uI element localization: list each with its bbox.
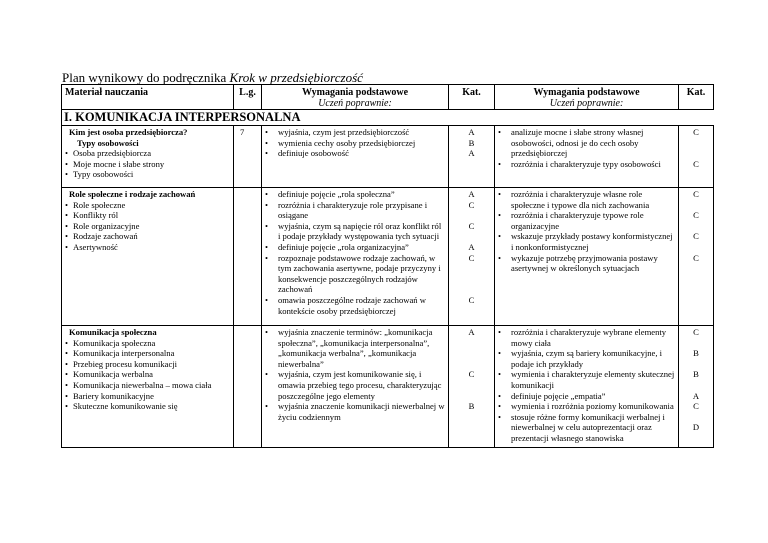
header-category: Kat. bbox=[449, 85, 495, 110]
material-cell bbox=[62, 326, 234, 448]
list-item: • rozróżnia i charakteryzuje własne role społeczne i typowe dla nich zachowania bbox=[498, 189, 675, 210]
extended-requirements-cell bbox=[495, 326, 679, 448]
category-cell-2 bbox=[679, 126, 714, 188]
category-value: C bbox=[693, 210, 699, 221]
material-cell bbox=[62, 126, 234, 188]
requirements-table bbox=[61, 84, 714, 448]
category-value: A bbox=[468, 189, 475, 199]
list-item: • definiuje pojęcie „empatia” bbox=[498, 391, 675, 402]
table-row bbox=[62, 188, 714, 326]
category-cell-2 bbox=[679, 326, 714, 448]
list-item: • wymienia i charakteryzuje elementy skutecznej komunikacji bbox=[498, 369, 675, 390]
list-item: • Role organizacyjne bbox=[65, 221, 230, 232]
list-item: • analizuje mocne i słabe strony własnej osobowości, odnosi je do cech osoby przedsiębiorczej bbox=[498, 127, 675, 159]
list-item: • rozpoznaje podstawowe rodzaje zachowań, w tym zachowania asertywne, podaje przyczyny i konsekwencje poszczególnych rodzajów zachowań bbox=[265, 253, 445, 295]
category-value: C bbox=[468, 252, 475, 263]
list-item: • Komunikacja werbalna bbox=[65, 369, 230, 380]
header-basic-sub: Uczeń poprawnie: bbox=[318, 98, 392, 109]
category-cell bbox=[449, 126, 495, 188]
list-item: • Typy osobowości bbox=[65, 169, 230, 180]
list-item: • Role społeczne bbox=[65, 200, 230, 211]
category-value: C bbox=[693, 158, 699, 169]
category-cell bbox=[449, 326, 495, 448]
list-item: • rozróżnia i charakteryzuje role przypisane i osiągane bbox=[265, 200, 445, 221]
category-value: C bbox=[693, 252, 699, 263]
list-item: • wyjaśnia znaczenie komunikacji niewerbalnej w życiu codziennym bbox=[265, 401, 445, 422]
subtopic-title: Typy osobowości bbox=[77, 137, 139, 148]
topic-title: Komunikacja społeczna bbox=[69, 327, 157, 337]
extended-requirements-cell bbox=[495, 126, 679, 188]
category-value: B bbox=[693, 369, 699, 380]
list-item: • Komunikacja społeczna bbox=[65, 338, 230, 349]
list-item: • wymienia cechy osoby przedsiębiorczej bbox=[265, 138, 445, 149]
category-value: C bbox=[693, 189, 699, 199]
list-item: • Rodzaje zachowań bbox=[65, 231, 230, 242]
category-value: C bbox=[693, 127, 699, 137]
list-item: • Asertywność bbox=[65, 242, 230, 253]
list-item: • rozróżnia i charakteryzuje typowe role organizacyjne bbox=[498, 210, 675, 231]
category-value: C bbox=[468, 220, 475, 231]
list-item: • rozróżnia i charakteryzuje wybrane elementy mowy ciała bbox=[498, 327, 675, 348]
category-value: A bbox=[468, 148, 475, 159]
category-cell-2 bbox=[679, 188, 714, 326]
list-item: • omawia poszczególne rodzaje zachowań w kontekście osoby przedsiębiorczej bbox=[265, 295, 445, 316]
material-cell bbox=[62, 188, 234, 326]
table-row bbox=[62, 326, 714, 448]
list-item: • Skuteczne komunikowanie się bbox=[65, 401, 230, 412]
topic-title: Role społeczne i rodzaje zachowań bbox=[69, 189, 196, 199]
category-cell bbox=[449, 188, 495, 326]
hours-cell: 7 bbox=[234, 126, 262, 188]
list-item: • wskazuje przykłady postawy konformistycznej i nonkonformistycznej bbox=[498, 231, 675, 252]
list-item: • wyjaśnia znaczenie terminów: „komunikacja społeczna”, „komunikacja interpersonalna”, „komunikacja werbalna”, „komunikacja niewerbalna” bbox=[265, 327, 445, 369]
extended-requirements-cell bbox=[495, 188, 679, 326]
list-item: • wymienia i rozróżnia poziomy komunikowania bbox=[498, 401, 675, 412]
category-value: C bbox=[468, 294, 475, 305]
header-material: Materiał nauczania bbox=[62, 85, 234, 110]
table-header-row bbox=[62, 85, 714, 110]
header-extended-title: Wymagania podstawowe bbox=[533, 87, 640, 98]
header-category-2: Kat. bbox=[679, 85, 714, 110]
header-hours: L.g. bbox=[234, 85, 262, 110]
category-value: C bbox=[468, 199, 475, 210]
title-prefix: Plan wynikowy do podręcznika bbox=[62, 70, 230, 85]
list-item: • wykazuje potrzebę przyjmowania postawy asertywnej w określonych sytuacjach bbox=[498, 253, 675, 274]
category-value: C bbox=[468, 369, 475, 380]
basic-requirements-cell bbox=[262, 188, 449, 326]
basic-requirements-cell bbox=[262, 326, 449, 448]
topic-title: Kim jest osoba przedsiębiorcza? bbox=[69, 127, 188, 137]
header-extended-requirements bbox=[495, 85, 679, 110]
category-value: C bbox=[693, 401, 699, 412]
category-value: B bbox=[468, 137, 475, 148]
category-value: B bbox=[693, 348, 699, 359]
list-item: • Osoba przedsiębiorcza bbox=[65, 148, 230, 159]
list-item: • Konflikty ról bbox=[65, 210, 230, 221]
title-book: Krok w przedsiębiorczość bbox=[229, 70, 363, 85]
list-item: • wyjaśnia, czym są napięcie ról oraz konflikt ról i podaje przykłady występowania tych sytuacji bbox=[265, 221, 445, 242]
list-item: • Komunikacja niewerbalna – mowa ciała bbox=[65, 380, 230, 391]
header-basic-requirements bbox=[262, 85, 449, 110]
section-rest bbox=[449, 110, 714, 126]
section-row bbox=[62, 110, 714, 126]
category-value: A bbox=[468, 327, 475, 337]
list-item: • wyjaśnia, czym jest przedsiębiorczość bbox=[265, 127, 445, 138]
list-item: • definiuje osobowość bbox=[265, 148, 445, 159]
hours-cell bbox=[234, 188, 262, 326]
category-value: B bbox=[468, 401, 475, 412]
hours-cell bbox=[234, 326, 262, 448]
list-item: • wyjaśnia, czym jest komunikowanie się, i omawia przebieg tego procesu, charakteryzując poszczególne jego elementy bbox=[265, 369, 445, 401]
category-value: C bbox=[693, 231, 699, 242]
list-item: • wyjaśnia, czym są bariery komunikacyjne, i podaje ich przykłady bbox=[498, 348, 675, 369]
list-item: • Komunikacja interpersonalna bbox=[65, 348, 230, 359]
list-item: • definiuje pojęcie „rola społeczna” bbox=[265, 189, 445, 200]
list-item: • Moje mocne i słabe strony bbox=[65, 159, 230, 170]
category-value: C bbox=[693, 327, 699, 337]
category-value: A bbox=[468, 127, 475, 137]
list-item: • definiuje pojęcie „rola organizacyjna” bbox=[265, 242, 445, 253]
header-basic-title: Wymagania podstawowe bbox=[301, 87, 409, 98]
section-title: I. KOMUNIKACJA INTERPERSONALNA bbox=[62, 110, 449, 126]
list-item: • Przebieg procesu komunikacji bbox=[65, 359, 230, 370]
category-value: D bbox=[692, 422, 700, 433]
category-value: A bbox=[468, 241, 475, 252]
category-value: A bbox=[692, 390, 700, 401]
table-row bbox=[62, 126, 714, 188]
list-item: • stosuje różne formy komunikacji werbalnej i niewerbalnej w celu autoprezentacji oraz prezentacji własnego stanowiska bbox=[498, 412, 675, 444]
list-item: • rozróżnia i charakteryzuje typy osobowości bbox=[498, 159, 675, 170]
list-item: • Bariery komunikacyjne bbox=[65, 391, 230, 402]
basic-requirements-cell bbox=[262, 126, 449, 188]
header-extended-sub: Uczeń poprawnie: bbox=[549, 98, 624, 109]
